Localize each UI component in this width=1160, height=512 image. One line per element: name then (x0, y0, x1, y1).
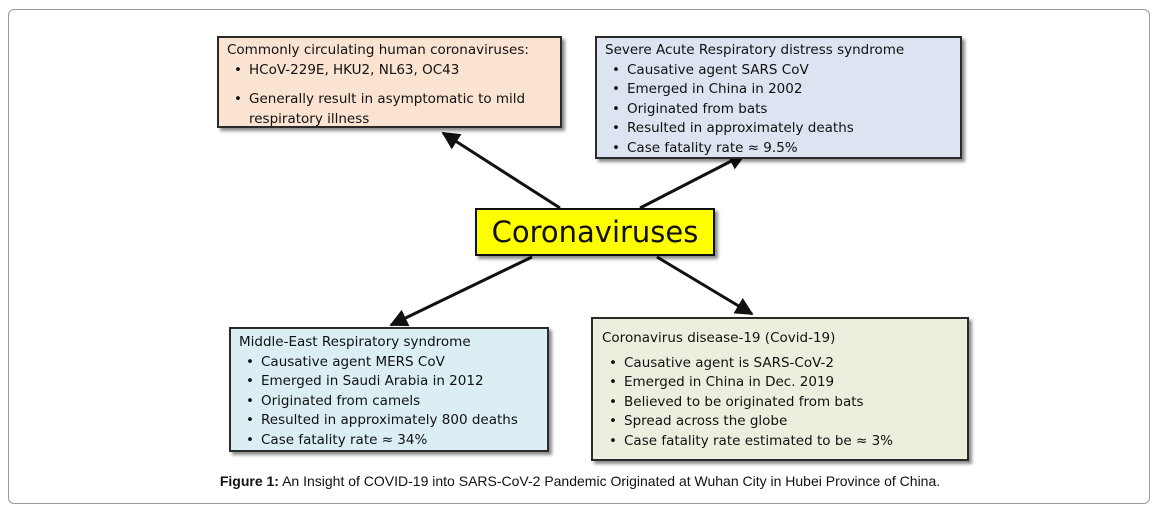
box-covid19 (591, 317, 969, 461)
box-title: Severe Acute Respiratory distress syndrome (605, 42, 905, 58)
list-item: • Case fatality rate estimated to be ≈ 3% (602, 432, 958, 452)
list-item: • Generally result in asymptomatic to mild respiratory illness (227, 90, 552, 129)
arrow-to-top-left (443, 133, 560, 208)
box-sars (595, 36, 962, 159)
caption-text: An Insight of COVID-19 into SARS-CoV-2 Pandemic Originated at Wuhan City in Hubei Province of China. (278, 473, 941, 489)
arrow-to-bottom-left (391, 257, 532, 325)
list-item: • Causative agent MERS CoV (239, 353, 539, 373)
list-item: • Originated from bats (605, 100, 952, 120)
box-title: Commonly circulating human coronaviruses: (227, 42, 529, 58)
figure-caption (0, 473, 1160, 489)
list-item: • Resulted in approximately deaths (605, 119, 952, 139)
list-item: • Originated from camels (239, 392, 539, 412)
list-item: • Believed to be originated from bats (602, 393, 958, 413)
box-title: Coronavirus disease-19 (Covid-19) (602, 330, 836, 346)
list-item: • Causative agent is SARS-CoV-2 (602, 354, 958, 374)
arrow-to-top-right (640, 154, 745, 208)
arrow-to-bottom-right (657, 257, 752, 314)
box-title: Middle-East Respiratory syndrome (239, 334, 471, 350)
list-item: • Resulted in approximately 800 deaths (239, 411, 539, 431)
list-item: • Spread across the globe (602, 412, 958, 432)
list-item: • Emerged in China in 2002 (605, 80, 952, 100)
list-item: • Emerged in Saudi Arabia in 2012 (239, 372, 539, 392)
list-item: • Case fatality rate ≈ 34% (239, 431, 539, 451)
box-common-coronaviruses (217, 36, 562, 128)
list-item: • Causative agent SARS CoV (605, 61, 952, 81)
box-mers (229, 327, 549, 452)
list-item: • Emerged in China in Dec. 2019 (602, 373, 958, 393)
list-item: • Case fatality rate ≈ 9.5% (605, 139, 952, 159)
list-item: • HCoV-229E, HKU2, NL63, OC43 (227, 61, 552, 81)
caption-label: Figure 1: (219, 473, 279, 489)
center-node-coronaviruses: Coronaviruses (475, 208, 715, 256)
